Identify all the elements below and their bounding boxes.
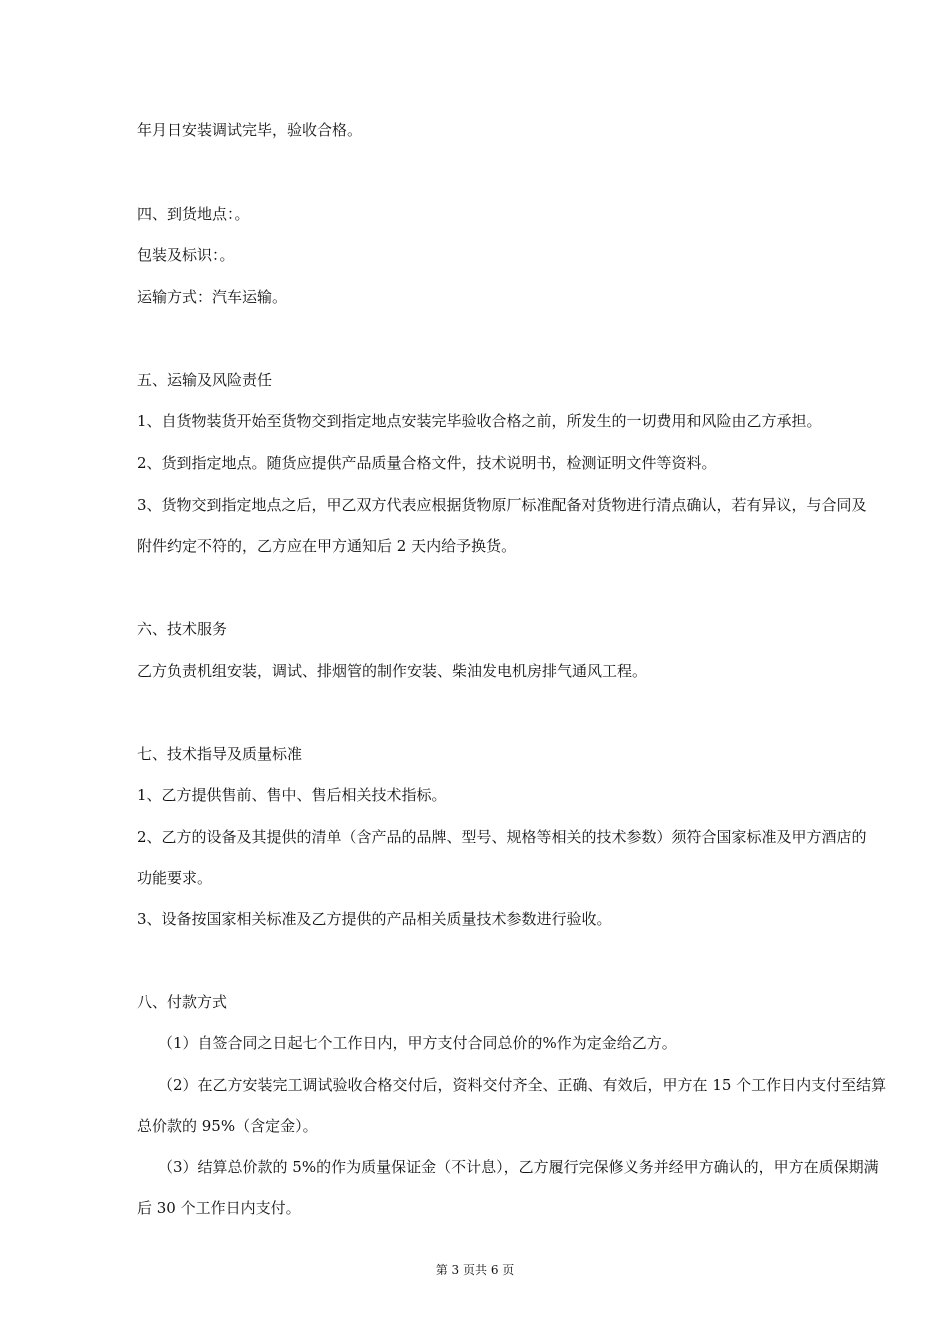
text-line: 2、货到指定地点。随货应提供产品质量合格文件，技术说明书，检测证明文件等资料。 <box>137 454 717 472</box>
text-line: 后 30 个工作日内支付。 <box>137 1199 301 1217</box>
text-line: 年月日安装调试完毕，验收合格。 <box>137 121 363 139</box>
text-line: 1、乙方提供售前、售中、售后相关技术指标。 <box>137 786 447 804</box>
text-line: 3、货物交到指定地点之后，甲乙双方代表应根据货物原厂标准配备对货物进行清点确认，若有异议，与合同及 <box>137 496 867 514</box>
text-line: （3）结算总价款的 5%的作为质量保证金（不计息），乙方履行完保修义务并经甲方确认的，甲方在质保期满 <box>158 1158 879 1176</box>
text-line: 包装及标识：。 <box>137 246 235 264</box>
text-line: （1）自签合同之日起七个工作日内，甲方支付合同总价的%作为定金给乙方。 <box>158 1034 677 1052</box>
text-line: 总价款的 95%（含定金）。 <box>137 1117 318 1135</box>
text-line: （2）在乙方安装完工调试验收合格交付后，资料交付齐全、正确、有效后，甲方在 15 个工作日内支付至结算 <box>158 1076 887 1094</box>
section-heading: 五、运输及风险责任 <box>137 371 273 389</box>
text-line: 1、自货物装货开始至货物交到指定地点安装完毕验收合格之前，所发生的一切费用和风险由乙方承担。 <box>137 412 822 430</box>
section-heading: 八、付款方式 <box>137 993 228 1011</box>
text-line: 功能要求。 <box>137 869 213 887</box>
page-footer: 第 3 页共 6 页 <box>435 1263 515 1277</box>
text-line: 附件约定不符的，乙方应在甲方通知后 2 天内给予换货。 <box>137 537 517 555</box>
text-line: 2、乙方的设备及其提供的清单（含产品的品牌、型号、规格等相关的技术参数）须符合国家标准及甲方酒店的 <box>137 828 867 846</box>
text-line: 3、设备按国家相关标准及乙方提供的产品相关质量技术参数进行验收。 <box>137 910 612 928</box>
text-line: 乙方负责机组安装，调试、排烟管的制作安装、柴油发电机房排气通风工程。 <box>137 662 648 680</box>
text-line: 运输方式：汽车运输。 <box>137 288 288 306</box>
section-heading: 六、技术服务 <box>137 620 228 638</box>
section-heading: 四、到货地点：。 <box>137 205 250 223</box>
section-heading: 七、技术指导及质量标准 <box>137 745 303 763</box>
